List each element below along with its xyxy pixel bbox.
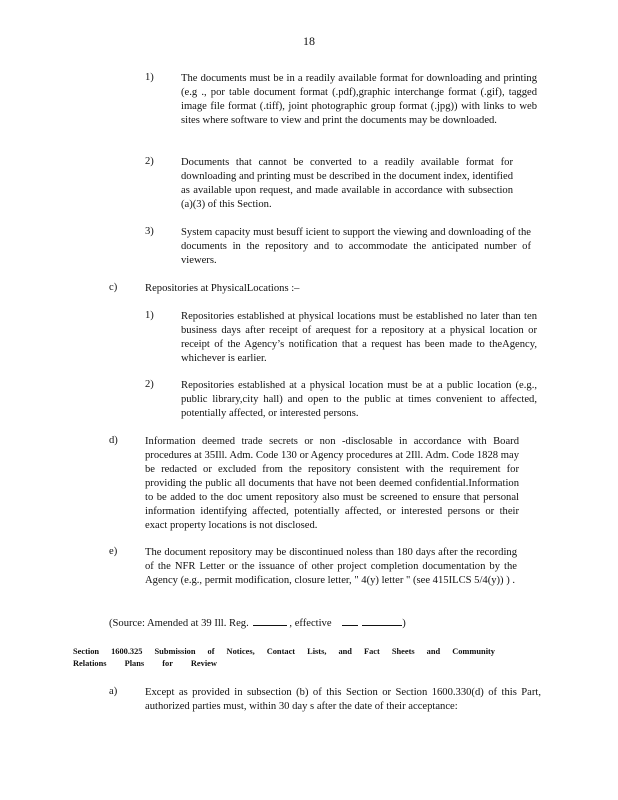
item-label: 1) [145, 310, 154, 321]
item-label: 2) [145, 379, 154, 390]
section-heading: Section 1600.325 Submission of Notices, Contact Lists, and Fact Sheets and Community [73, 647, 495, 656]
source-effective: , effective [289, 618, 332, 629]
section-heading-continued: Relations Plans for Review [73, 659, 217, 668]
item-label: 3) [145, 226, 154, 237]
item-text: Documents that cannot be converted to a readily available format for downloading and printing must be described in the document index, identified as available upon request, and made available in accordance with subsection (a)(3) of this Section. [181, 157, 513, 210]
item-label: d) [109, 435, 118, 446]
item-text: The document repository may be discontinued noless than 180 days after the recording of the NFR Letter or the issuance of other project completion documentation by the Agency (e.g., permit modification, closure letter, " 4(y) letter " (see 415ILCS 5/4(y)) ) . [145, 547, 517, 586]
item-text: The documents must be in a readily available format for downloading and printing (e.g ., por table document format (.pdf),graphic interchange format (.gif), tagged image file format (.tiff), joint photographic group format (.jpg)) with links to web sites where software to view and print the documents may be downloaded. [181, 73, 537, 126]
item-label: e) [109, 546, 118, 557]
source-blank [342, 616, 358, 626]
item-label: 1) [145, 72, 154, 83]
page-number: 18 [303, 34, 315, 48]
item-heading: Repositories at PhysicalLocations :– [145, 283, 300, 294]
item-label: a) [109, 686, 118, 697]
item-text: System capacity must besuff icient to support the viewing and downloading of the documents in the repository and to accommodate the anticipated number of viewers. [181, 227, 531, 266]
source-prefix: (Source: Amended at 39 Ill. Reg. [109, 618, 249, 629]
item-label: c) [109, 282, 118, 293]
item-label: 2) [145, 156, 154, 167]
item-text: Repositories established at physical locations must be established no later than ten business days after receipt of arequest for a repository at a physical location or receipt of the Agency’s notification that a request has been made to theAgency, whichever is earlier. [181, 311, 537, 364]
item-text: Except as provided in subsection (b) of this Section or Section 1600.330(d) of this Part, authorized parties must, within 30 day s after the date of their acceptance: [145, 687, 541, 712]
source-suffix: ) [402, 618, 406, 629]
item-text: Repositories established at a physical location must be at a public location (e.g., public library,city hall) and open to the public at times convenient to affected, potentially affected, or interested persons. [181, 380, 537, 419]
source-blank [362, 616, 402, 626]
source-blank [253, 616, 287, 626]
source-note [109, 616, 406, 631]
item-text: Information deemed trade secrets or non -disclosable in accordance with Board procedures at 35Ill. Adm. Code 130 or Agency procedures at 2Ill. Adm. Code 1828 may be redacted or excluded from the repository consistent with the requirement for providing the public all documents that have not been deemed confidential.Information to be added to the doc ument repository also must be screened to ensure that personal information identifying affected, potentially affected, or interested persons or their exact property locations is not disclosed. [145, 436, 519, 531]
